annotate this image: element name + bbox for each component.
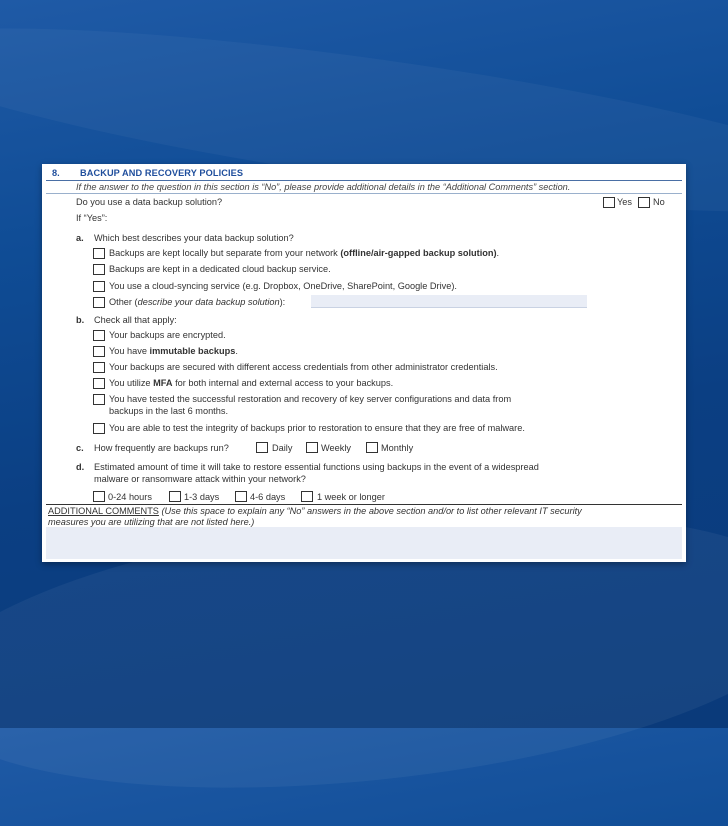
- option-checkbox[interactable]: [93, 378, 105, 389]
- option-checkbox[interactable]: [93, 248, 105, 259]
- other-description-field[interactable]: [311, 295, 587, 308]
- daily-checkbox[interactable]: [256, 442, 268, 453]
- no-label: No: [653, 197, 665, 207]
- option-checkbox[interactable]: [93, 362, 105, 373]
- option-label: You have immutable backups.: [109, 346, 238, 356]
- option-label-continued: backups in the last 6 months.: [109, 406, 228, 416]
- option-checkbox[interactable]: [93, 491, 105, 502]
- option-label: 0-24 hours: [108, 492, 152, 502]
- option-label: Other (describe your data backup solution):: [109, 297, 286, 307]
- question-d-text: Estimated amount of time it will take to restore essential functions using backups in the event of a widespread: [94, 462, 539, 472]
- question-d-text-continued: malware or ransomware attack within your network?: [94, 474, 306, 484]
- option-label: Backups are kept in a dedicated cloud backup service.: [109, 264, 331, 274]
- option-label: You utilize MFA for both internal and external access to your backups.: [109, 378, 394, 388]
- option-checkbox[interactable]: [93, 297, 105, 308]
- question-d-letter: d.: [76, 462, 85, 472]
- option-checkbox[interactable]: [169, 491, 181, 502]
- question-a-text: Which best describes your data backup solution?: [94, 233, 294, 243]
- option-checkbox[interactable]: [93, 423, 105, 434]
- section-instruction: If the answer to the question in this section is “No”, please provide additional details in the “Additional Comments” section.: [76, 182, 571, 192]
- option-checkbox[interactable]: [93, 264, 105, 275]
- option-label: Your backups are secured with different access credentials from other administrator credentials.: [109, 362, 498, 372]
- section-title: BACKUP AND RECOVERY POLICIES: [80, 168, 244, 178]
- monthly-label: Monthly: [381, 443, 414, 453]
- section-number: 8.: [52, 168, 60, 178]
- if-yes-label: If “Yes”:: [76, 213, 108, 223]
- yes-checkbox[interactable]: [603, 197, 615, 208]
- option-checkbox[interactable]: [235, 491, 247, 502]
- comments-instruction-continued: measures you are utilizing that are not listed here.): [48, 517, 255, 527]
- option-checkbox[interactable]: [93, 394, 105, 405]
- form-document: [42, 164, 686, 562]
- daily-label: Daily: [272, 443, 293, 453]
- no-checkbox[interactable]: [638, 197, 650, 208]
- section-header: [46, 167, 682, 181]
- option-label: Backups are kept locally but separate from your network (offline/air-gapped backup solution).: [109, 248, 500, 258]
- comments-instruction: ADDITIONAL COMMENTS (Use this space to explain any “No” answers in the above section and/or to list other relevant IT security: [48, 506, 582, 516]
- option-label: 4-6 days: [250, 492, 286, 502]
- question-a-letter: a.: [76, 233, 84, 243]
- question-b-text: Check all that apply:: [94, 315, 177, 325]
- option-label: Your backups are encrypted.: [109, 330, 226, 340]
- option-checkbox[interactable]: [93, 346, 105, 357]
- section-divider: [46, 504, 682, 505]
- option-checkbox[interactable]: [93, 281, 105, 292]
- option-label: You have tested the successful restoration and recovery of key server configurations and data from: [109, 394, 512, 404]
- option-label: You use a cloud-syncing service (e.g. Dropbox, OneDrive, SharePoint, Google Drive).: [109, 281, 457, 291]
- additional-comments-field[interactable]: [46, 527, 682, 559]
- option-checkbox[interactable]: [301, 491, 313, 502]
- option-label: You are able to test the integrity of backups prior to restoration to ensure that they are free of malware.: [109, 423, 525, 433]
- yes-label: Yes: [617, 197, 632, 207]
- main-question: Do you use a data backup solution?: [76, 197, 223, 207]
- question-c-letter: c.: [76, 443, 84, 453]
- question-c-text: How frequently are backups run?: [94, 443, 229, 453]
- monthly-checkbox[interactable]: [366, 442, 378, 453]
- question-b-letter: b.: [76, 315, 85, 325]
- option-checkbox[interactable]: [93, 330, 105, 341]
- option-label: 1 week or longer: [317, 492, 385, 502]
- option-label: 1-3 days: [184, 492, 220, 502]
- section-instruction-row: [46, 181, 682, 194]
- weekly-checkbox[interactable]: [306, 442, 318, 453]
- weekly-label: Weekly: [321, 443, 351, 453]
